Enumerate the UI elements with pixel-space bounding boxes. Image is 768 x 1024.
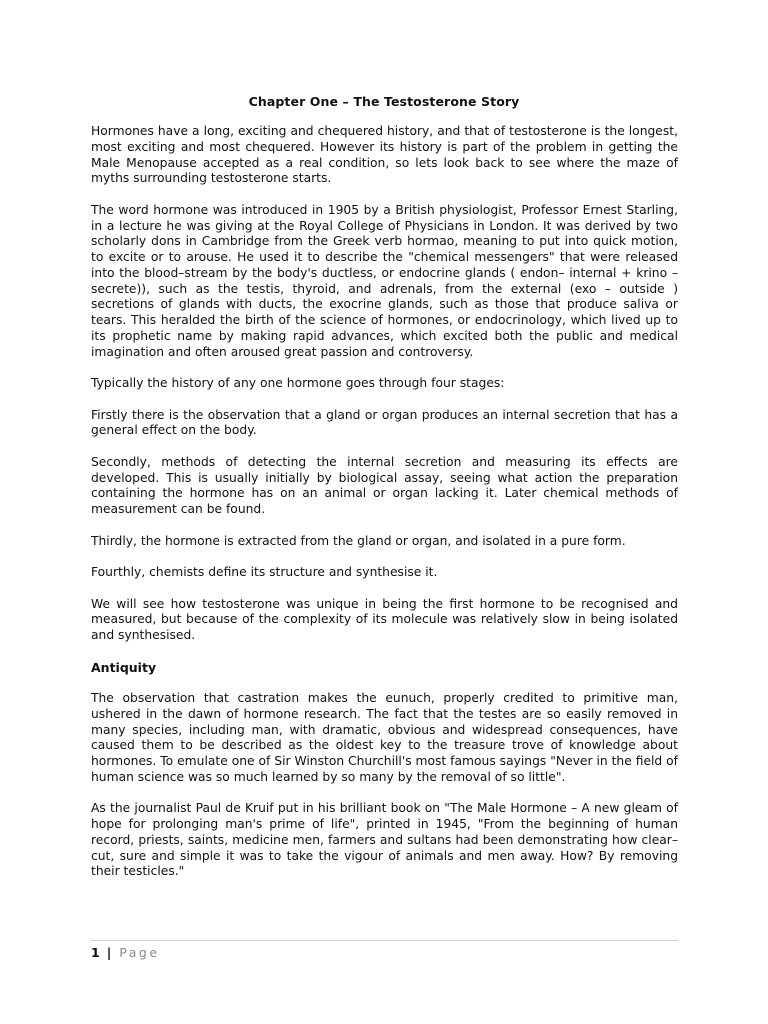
paragraph-hormone-word: The word hormone was introduced in 1905 by a British physiologist, Professor Ernest Starling, in a lecture he was giving at the Royal College of Physicians in London. It was derived by two scholarly dons in Cambridge from the Greek verb hormao, meaning to put into quick motion, to excite or to arouse. He used it to describe the "chemical messengers" that were released into the blood–stream by the body's ductless, or endocrine glands ( endon– internal + krino – secrete)), such as the testis, thyroid, and adrenals, from the external (exo – outside ) secretions of glands with ducts, the exocrine glands, such as those that produce saliva or tears. This heralded the birth of the science of hormones, or endocrinology, which lived up to its prophetic name by making rapid advances, which excited both the public and medical imagination and often aroused great passion and controversy.: [91, 202, 678, 359]
chapter-title: Chapter One – The Testosterone Story: [248, 94, 520, 109]
paragraph-intro: Hormones have a long, exciting and chequered history, and that of testosterone is the longest, most exciting and most chequered. However its history is part of the problem in getting the Male Menopause accepted as a real condition, so lets look back to see where the maze of myths surrounding testosterone starts.: [91, 124, 678, 186]
footer-separator: |: [106, 945, 112, 960]
paragraph-testosterone-unique: We will see how testosterone was unique in being the first hormone to be recognised and measured, but because of the complexity of its molecule was relatively slow in being isolated and synthesised.: [91, 596, 678, 642]
page-footer: [91, 940, 678, 960]
page-label: Page: [119, 945, 160, 960]
footer-line: [91, 944, 160, 962]
paragraph-de-kruif: As the journalist Paul de Kruif put in his brilliant book on "The Male Hormone – A new gleam of hope for prolonging man's prime of life", printed in 1945, "From the beginning of human record, priests, saints, medicine men, farmers and sultans had been demonstrating how clear–cut, sure and simple it was to take the vigour of animals and men away. How? By removing their testicles.": [91, 801, 678, 879]
paragraph-castration: The observation that castration makes the eunuch, properly credited to primitive man, ushered in the dawn of hormone research. The fact that the testes are so easily removed in many species, including man, with dramatic, obvious and widespread consequences, have caused them to be described as the oldest key to the treasure trove of knowledge about hormones. To emulate one of Sir Winston Churchill's most famous sayings "Never in the field of human science was so much learned by so many by the removal of so little".: [91, 691, 678, 784]
paragraph-four-stages: Typically the history of any one hormone goes through four stages:: [91, 376, 505, 390]
section-heading-antiquity: Antiquity: [91, 659, 157, 675]
paragraph-firstly: Firstly there is the observation that a gland or organ produces an internal secretion that has a general effect on the body.: [91, 407, 678, 438]
paragraph-thirdly: Thirdly, the hormone is extracted from the gland or organ, and isolated in a pure form.: [91, 533, 626, 548]
page-number: 1: [91, 945, 100, 960]
paragraph-fourthly: Fourthly, chemists define its structure and synthesise it.: [91, 565, 438, 579]
body-text: [91, 124, 678, 896]
paragraph-secondly: Secondly, methods of detecting the internal secretion and measuring its effects are developed. This is usually initially by biological assay, seeing what action the preparation containing the hormone has on an animal or organ lacking it. Later chemical methods of measurement can be found.: [91, 454, 678, 516]
